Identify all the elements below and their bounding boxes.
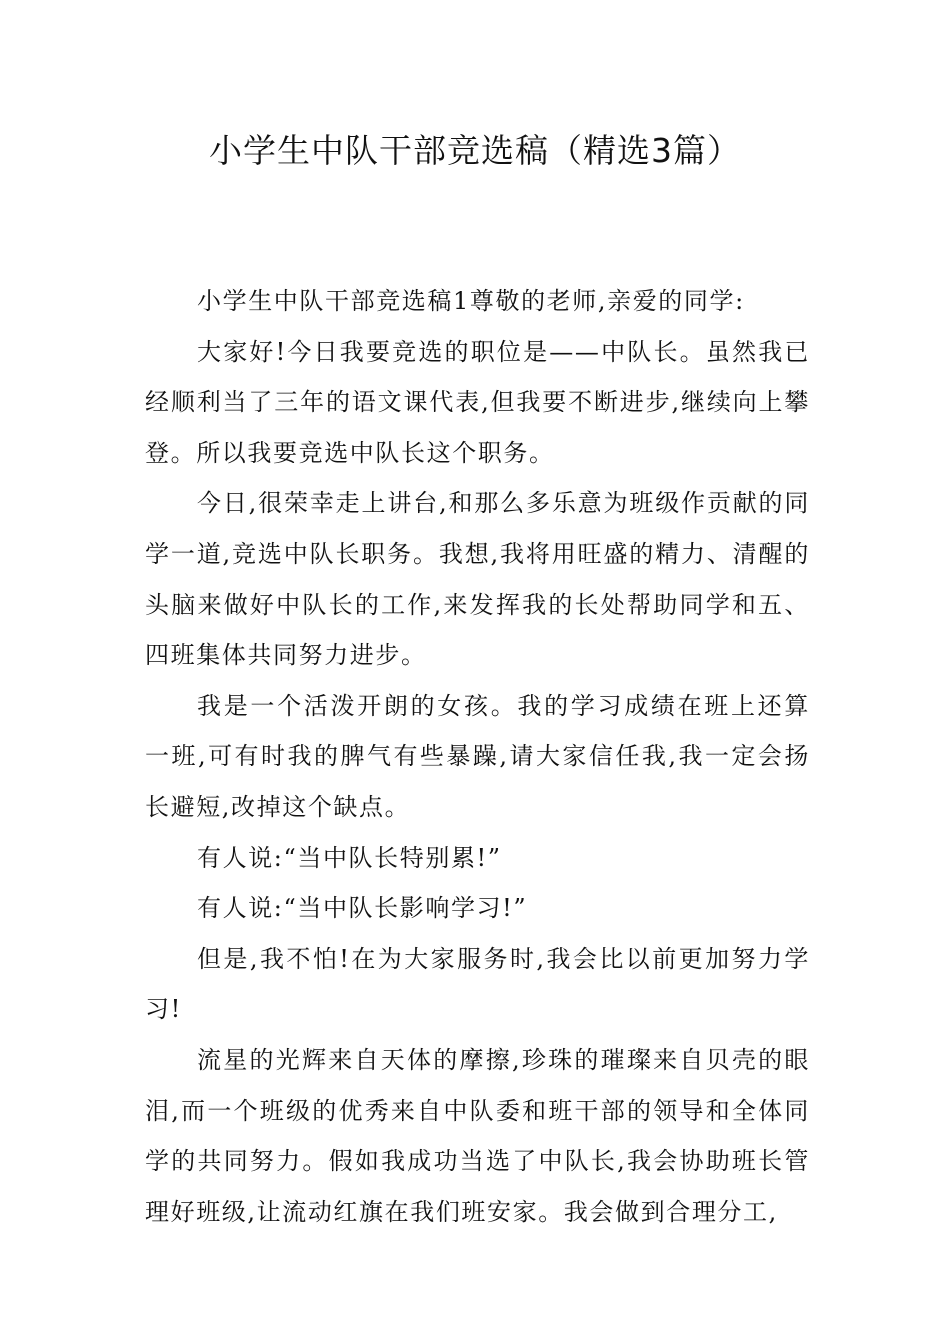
document-title: 小学生中队干部竞选稿（精选3篇）: [209, 131, 741, 170]
paragraph-not-afraid: 但是,我不怕!在为大家服务时,我会比以前更加努力学习!: [145, 944, 810, 1024]
paragraph-quote-tired: 有人说:“当中队长特别累!”: [197, 843, 502, 872]
paragraph-self-introduction: 我是一个活泼开朗的女孩。我的学习成绩在班上还算一班,可有时我的脾气有些暴躁,请大家信任我,我一定会扬长避短,改掉这个缺点。: [145, 691, 810, 821]
paragraph-greeting: 大家好!今日我要竞选的职位是——中队长。虽然我已经顺利当了三年的语文课代表,但我要不断进步,继续向上攀登。所以我要竞选中队长这个职务。: [145, 337, 810, 467]
paragraph-salutation: 小学生中队干部竞选稿1尊敬的老师,亲爱的同学:: [197, 287, 745, 315]
paragraph-pledge: 流星的光辉来自天体的摩擦,珍珠的璀璨来自贝壳的眼泪,而一个班级的优秀来自中队委和班干部的领导和全体同学的共同努力。假如我成功当选了中队长,我会协助班长管理好班级,让流动红旗在我们班安家。我会做到合理分工,: [145, 1045, 810, 1226]
paragraph-quote-study: 有人说:“当中队长影响学习!”: [197, 894, 528, 923]
paragraph-motivation: 今日,很荣幸走上讲台,和那么多乐意为班级作贡献的同学一道,竞选中队长职务。我想,我将用旺盛的精力、清醒的头脑来做好中队长的工作,来发挥我的长处帮助同学和五、四班集体共同努力进步。: [145, 489, 810, 670]
document-body: [145, 276, 810, 1237]
